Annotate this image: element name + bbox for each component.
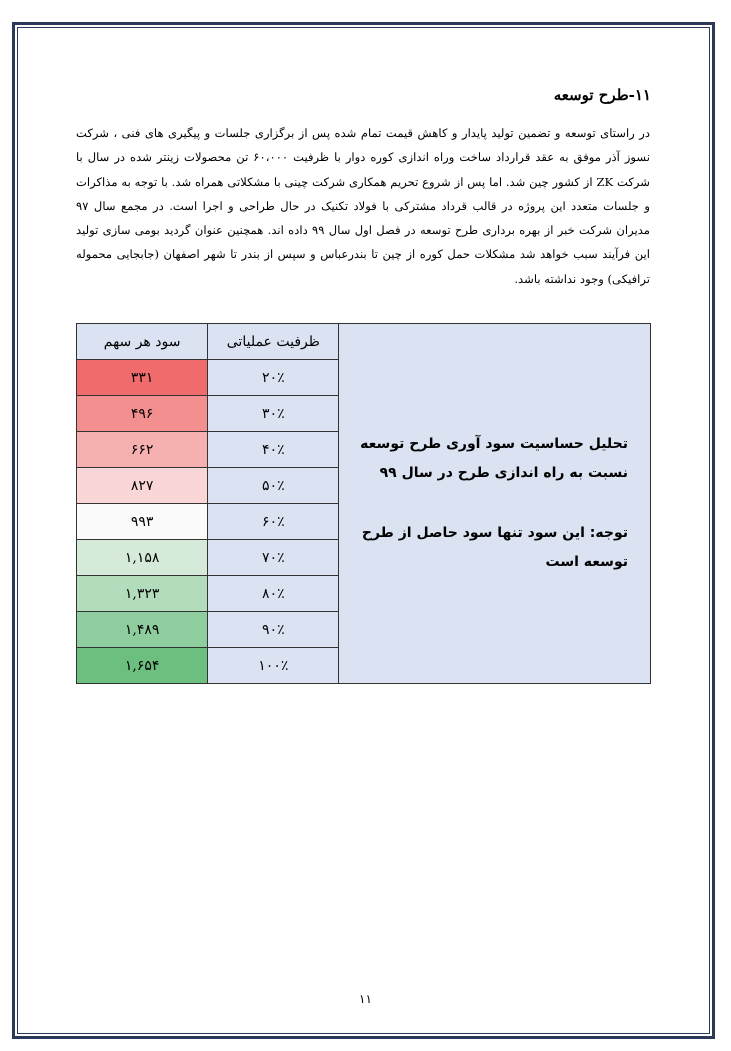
analysis-note: توجه: این سود تنها سود حاصل از طرح توسعه است (361, 525, 628, 570)
capacity-cell: ۵۰٪ (208, 468, 339, 504)
capacity-cell: ۹۰٪ (208, 612, 339, 648)
page-number: ۱۱ (359, 992, 372, 1006)
profit-cell: ۸۲۷ (77, 468, 208, 504)
analysis-description (339, 324, 651, 684)
profit-cell: ۹۹۳ (77, 504, 208, 540)
profit-cell: ۱,۶۵۴ (77, 648, 208, 684)
profit-cell: ۶۶۲ (77, 432, 208, 468)
analysis-title: تحلیل حساسیت سود آوری طرح توسعه نسبت به راه اندازی طرح در سال ۹۹ (360, 436, 628, 481)
header-profit-per-share: سود هر سهم (77, 324, 208, 360)
sensitivity-table (76, 323, 651, 684)
capacity-cell: ۲۰٪ (208, 360, 339, 396)
capacity-cell: ۳۰٪ (208, 396, 339, 432)
section-title: ۱۱-طرح توسعه (553, 86, 651, 104)
profit-cell: ۱,۳۲۳ (77, 576, 208, 612)
capacity-cell: ۱۰۰٪ (208, 648, 339, 684)
header-operational-capacity: ظرفیت عملیاتی (208, 324, 339, 360)
capacity-cell: ۸۰٪ (208, 576, 339, 612)
profit-cell: ۳۳۱ (77, 360, 208, 396)
profit-cell: ۴۹۶ (77, 396, 208, 432)
capacity-cell: ۶۰٪ (208, 504, 339, 540)
table-header-row (77, 324, 651, 360)
profit-cell: ۱,۴۸۹ (77, 612, 208, 648)
sensitivity-table-body (77, 324, 651, 684)
capacity-cell: ۷۰٪ (208, 540, 339, 576)
profit-cell: ۱,۱۵۸ (77, 540, 208, 576)
body-paragraph: در راستای توسعه و تضمین تولید پایدار و کاهش قیمت تمام شده پس از برگزاری جلسات و پیگیری های فنی ، شرکت نسوز آذر موفق به عقد قرارداد ساخت وراه اندازی کوره دوار با ظرفیت ۶۰،۰۰۰ تن محصولات زینتر شده در سال با شرکت ZK از کشور چین شد. اما پس از شروع تحریم همکاری شرکت چینی با مشکلاتی همراه شد. با توجه به مذاکرات و جلسات متعدد این پروژه در قالب قرداد مشترکی با فولاد تکنیک در حال طراحی و اجرا است. در مجمع سال ۹۷ مدیران شرکت خبر از بهره برداری طرح توسعه در فصل اول سال ۹۹ داده اند. همچنین عنوان گردید بومی سازی تولید این فرآیند سبب خواهد شد مشکلات حمل کوره از چین تا بندرعباس و سپس از بندر تا شهر اصفهان (جابجایی محموله ترافیکی) وجود نداشته باشد. (76, 126, 650, 286)
capacity-cell: ۴۰٪ (208, 432, 339, 468)
